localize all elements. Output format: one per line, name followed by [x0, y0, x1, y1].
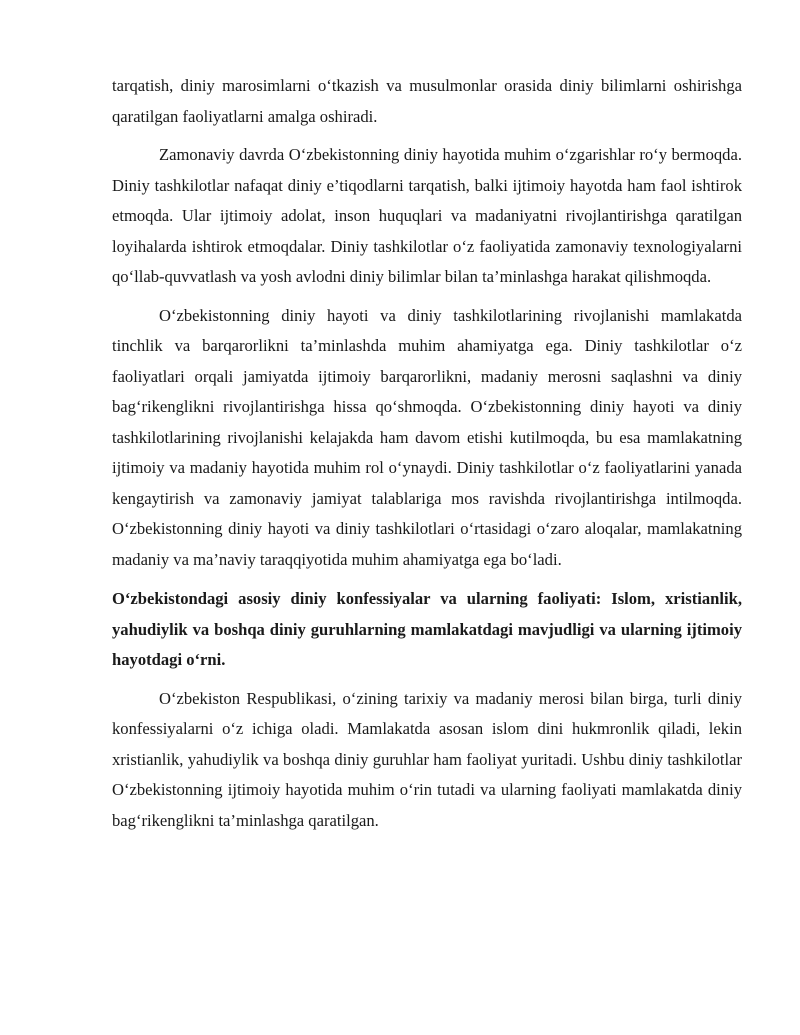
document-page — [112, 71, 742, 836]
paragraph-development: O‘zbekistonning diniy hayoti va diniy tashkilotlarining rivojlanishi mamlakatda tinchlik va barqarorlikni ta’minlashda muhim ahamiyatga ega. Diniy tashkilotlar o‘z faoliyatlari orqali jamiyatda ijtimoiy barqarorlikni, madaniy merosni saqlashni va diniy bag‘rikenglikni rivojlantirishga hissa qo‘shmoqda. O‘zbekistonning diniy hayoti va diniy tashkilotlarining rivojlanishi kelajakda ham davom etishi kutilmoqda, bu esa mamlakatning ijtimoiy va madaniy hayotida muhim rol o‘ynaydi. Diniy tashkilotlar o‘z faoliyatlarini yanada kengaytirish va zamonaviy jamiyat talablariga mos ravishda rivojlantirishga intilmoqda. O‘zbekistonning diniy hayoti va diniy tashkilotlari o‘rtasidagi o‘zaro aloqalar, mamlakatning madaniy va ma’naviy taraqqiyotida muhim ahamiyatga ega bo‘ladi. — [112, 305, 742, 569]
section-heading: O‘zbekistondagi asosiy diniy konfessiyalar va ularning faoliyati: Islom, xristianlik, yahudiylik va boshqa diniy guruhlarning mamlakatdagi mavjudligi va ularning ijtimoiy hayotdagi o‘rni. — [112, 589, 742, 669]
paragraph-confessions: O‘zbekiston Respublikasi, o‘zining tarixiy va madaniy merosi bilan birga, turli diniy konfessiyalarni o‘z ichiga oladi. Mamlakatda asosan islom dini hukmronlik qiladi, lekin xristianlik, yahudiylik va boshqa diniy guruhlar ham faoliyat yuritadi. Ushbu diniy tashkilotlar O‘zbekistonning ijtimoiy hayotida muhim o‘rin tutadi va ularning faoliyati mamlakatda diniy bag‘rikenglikni ta’minlashga qaratilgan. — [112, 688, 742, 830]
paragraph-continuation: tarqatish, diniy marosimlarni o‘tkazish va musulmonlar orasida diniy bilimlarni oshirishga qaratilgan faoliyatlarni amalga oshiradi. — [112, 76, 742, 126]
paragraph-modern-era: Zamonaviy davrda O‘zbekistonning diniy hayotida muhim o‘zgarishlar ro‘y bermoqda. Diniy tashkilotlar nafaqat diniy e’tiqodlarni tarqatish, balki ijtimoiy hayotda ham faol ishtirok etmoqda. Ular ijtimoiy adolat, inson huquqlari va madaniyatni rivojlantirishga qaratilgan loyihalarda ishtirok etmoqdalar. Diniy tashkilotlar o‘z faoliyatida zamonaviy texnologiyalarni qo‘llab-quvvatlash va yosh avlodni diniy bilimlar bilan ta’minlashga harakat qilishmoqda. — [112, 145, 742, 286]
